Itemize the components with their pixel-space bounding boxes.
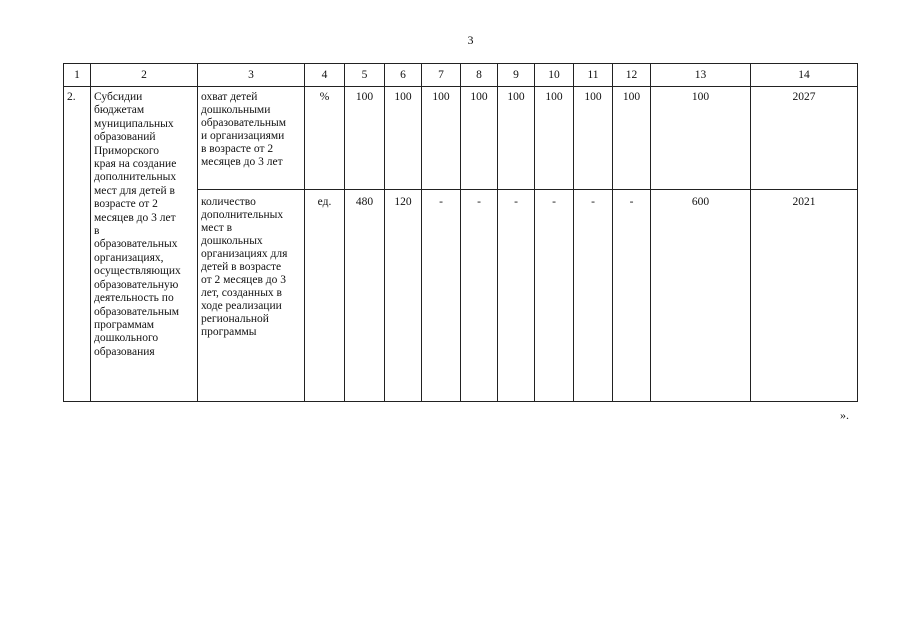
value-cell: -	[422, 190, 461, 402]
row-number: 2.	[64, 87, 91, 402]
indicator-name-line: от 2 месяцев до 3	[201, 274, 286, 286]
indicator-name-line: дошкольными	[201, 104, 271, 116]
measure-name-line: образовательных	[94, 238, 178, 251]
column-header: 14	[751, 64, 858, 87]
value-cell: 100	[385, 87, 422, 190]
indicator-name-cell	[198, 190, 305, 402]
indicator-name-line: охват детей	[201, 91, 258, 103]
value-cell: 100	[345, 87, 385, 190]
indicator-name-line: программы	[201, 326, 257, 338]
table-header-row	[64, 64, 858, 87]
indicator-name-line: мест в	[201, 222, 233, 234]
measure-name-line: бюджетам	[94, 104, 145, 117]
year-cell: 2021	[751, 190, 858, 402]
measure-name-line: деятельность по	[94, 292, 174, 305]
indicator-name-line: лет, созданных в	[201, 287, 282, 299]
measure-name-line: осуществляющих	[94, 265, 181, 278]
indicator-name-line: дошкольных	[201, 235, 263, 247]
table-row	[64, 87, 858, 190]
value-cell: -	[613, 190, 651, 402]
value-cell: 100	[613, 87, 651, 190]
page-number: 3	[467, 33, 474, 47]
value-cell: 480	[345, 190, 385, 402]
unit-cell: ед.	[305, 190, 345, 402]
column-header: 7	[422, 64, 461, 87]
value-cell: 100	[422, 87, 461, 190]
year-cell: 2027	[751, 87, 858, 190]
indicator-name-line: месяцев до 3 лет	[201, 156, 283, 168]
indicator-name-line: образовательным	[201, 117, 287, 129]
measure-name-line: дошкольного	[94, 332, 159, 345]
measure-name-line: в	[94, 225, 100, 238]
column-header: 3	[198, 64, 305, 87]
value-cell: -	[574, 190, 613, 402]
value-cell: 100	[535, 87, 574, 190]
measure-name-line: дополнительных	[94, 171, 177, 184]
indicator-name-line: организациях для	[201, 248, 288, 260]
column-header: 8	[461, 64, 498, 87]
value-cell: 100	[574, 87, 613, 190]
column-header: 10	[535, 64, 574, 87]
measure-name-line: Субсидии	[94, 91, 143, 103]
closing-quote-mark: ».	[840, 408, 849, 422]
column-header: 2	[91, 64, 198, 87]
measure-name-line: образования	[94, 345, 155, 358]
indicator-name-line: региональной	[201, 313, 269, 325]
data-table	[63, 63, 858, 402]
column-header: 1	[64, 64, 91, 87]
measure-name-line: образовательную	[94, 278, 179, 291]
column-header: 4	[305, 64, 345, 87]
value-cell: -	[535, 190, 574, 402]
indicator-name-cell	[198, 87, 305, 190]
indicator-name-line: в возрасте от 2	[201, 143, 274, 155]
measure-name-cell	[91, 87, 198, 402]
value-cell: -	[461, 190, 498, 402]
column-header: 5	[345, 64, 385, 87]
indicator-name-line: дополнительных	[201, 209, 284, 221]
column-header: 11	[574, 64, 613, 87]
column-header: 9	[498, 64, 535, 87]
indicator-name-line: ходе реализации	[201, 300, 282, 312]
value-cell: 100	[498, 87, 535, 190]
value-cell: 120	[385, 190, 422, 402]
measure-name-line: программам	[94, 318, 155, 331]
indicator-name-line: детей в возрасте	[201, 261, 282, 273]
measure-name-line: края на создание	[94, 158, 177, 171]
measure-name-line: организациях,	[94, 251, 164, 264]
measure-name-line: Приморского	[94, 144, 160, 157]
value-cell: -	[498, 190, 535, 402]
total-cell: 100	[651, 87, 751, 190]
unit-cell: %	[305, 87, 345, 190]
value-cell: 100	[461, 87, 498, 190]
measure-name-line: образований	[94, 131, 156, 144]
measure-name-line: месяцев до 3 лет	[94, 211, 176, 224]
measure-name-line: возрасте от 2	[94, 198, 158, 211]
measure-name-line: муниципальных	[94, 117, 174, 130]
measure-name-line: мест для детей в	[94, 184, 175, 197]
indicator-name-line: количество	[201, 196, 256, 208]
total-cell: 600	[651, 190, 751, 402]
measure-name-line: образовательным	[94, 305, 180, 318]
column-header: 13	[651, 64, 751, 87]
indicator-name-line: и организациями	[201, 130, 285, 142]
column-header: 6	[385, 64, 422, 87]
column-header: 12	[613, 64, 651, 87]
